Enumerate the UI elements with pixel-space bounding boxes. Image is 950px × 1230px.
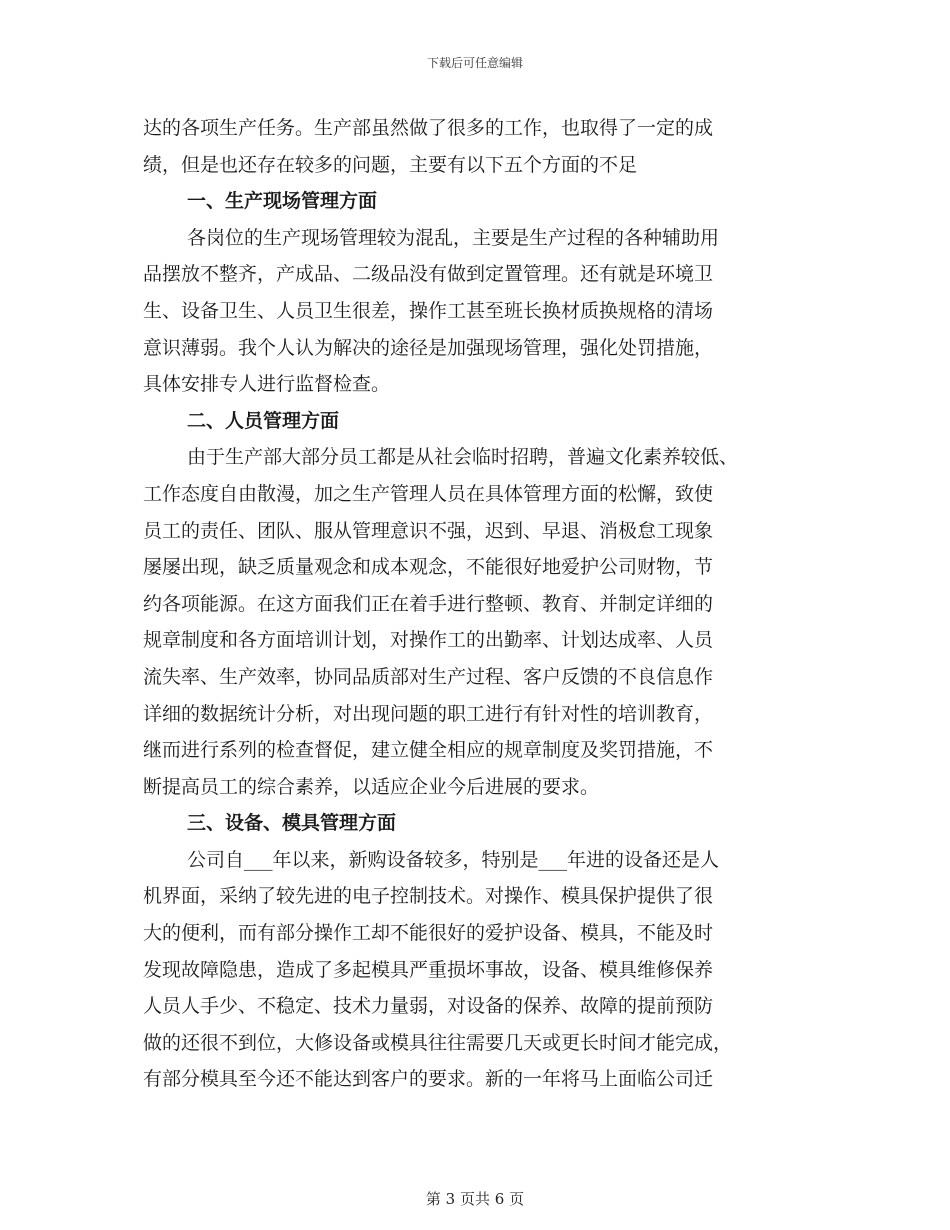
- text-line: 有部分模具至今还不能达到客户的要求。新的一年将马上面临公司迁: [143, 1068, 714, 1091]
- section-heading: 三、设备、模具管理方面: [187, 812, 397, 835]
- text-line: 发现故障隐患，造成了多起模具严重损坏事故，设备、模具维修保养: [143, 958, 714, 981]
- text-line: 流失率、生产效率，协同品质部对生产过程、客户反馈的不良信息作: [143, 665, 714, 688]
- section-heading: 二、人员管理方面: [187, 409, 340, 432]
- text-line: 达的各项生产任务。生产部虽然做了很多的工作，也取得了一定的成: [143, 117, 714, 139]
- document-body: [143, 110, 807, 1098]
- text-line: 由于生产部大部分员工都是从社会临时招聘，普遍文化素养较低、: [187, 446, 739, 469]
- text-line: 断提高员工的综合素养，以适应企业今后进展的要求。: [143, 775, 600, 798]
- text-line: 详细的数据统计分析，对出现问题的职工进行有针对性的培训教育，: [143, 702, 714, 725]
- text-line: 人员人手少、不稳定、技术力量弱，对设备的保养、故障的提前预防: [143, 995, 714, 1018]
- section-heading: 一、生产现场管理方面: [187, 190, 378, 213]
- text-line: 生、设备卫生、人员卫生很差，操作工甚至班长换材质换规格的清场: [143, 299, 714, 322]
- text-line: 机界面，采纳了较先进的电子控制技术。对操作、模具保护提供了很: [143, 885, 714, 908]
- text-line: 约各项能源。在这方面我们正在着手进行整顿、教育、并制定详细的: [143, 592, 714, 615]
- text-line: 员工的责任、团队、服从管理意识不强，迟到、早退、消极怠工现象: [143, 519, 714, 542]
- text-line: 各岗位的生产现场管理较为混乱，主要是生产过程的各种辅助用: [187, 226, 720, 249]
- text-line: 工作态度自由散漫，加之生产管理人员在具体管理方面的松懈，致使: [143, 482, 714, 505]
- text-line: 意识薄弱。我个人认为解决的途径是加强现场管理，强化处罚措施，: [143, 336, 714, 359]
- text-line: 公司自___年以来，新购设备较多，特别是___年进的设备还是人: [187, 848, 720, 871]
- text-line: 做的还很不到位，大修设备或模具往往需要几天或更长时间才能完成，: [143, 1031, 733, 1054]
- text-line: 大的便利，而有部分操作工却不能很好的爱护设备、模具，不能及时: [143, 922, 714, 945]
- text-line: 具体安排专人进行监督检查。: [143, 373, 391, 396]
- text-line: 绩，但是也还存在较多的问题，主要有以下五个方面的不足: [143, 153, 638, 176]
- text-line: 屡屡出现，缺乏质量观念和成本观念，不能很好地爱护公司财物，节: [143, 556, 714, 579]
- text-line: 规章制度和各方面培训计划，对操作工的出勤率、计划达成率、人员: [143, 629, 714, 652]
- text-line: 继而进行系列的检查督促，建立健全相应的规章制度及奖罚措施，不: [143, 739, 714, 762]
- text-line: 品摆放不整齐，产成品、二级品没有做到定置管理。还有就是环境卫: [143, 263, 714, 286]
- page-header: 下载后可任意编辑: [426, 56, 523, 70]
- page-footer: 第 3 页共 6 页: [425, 1190, 525, 1208]
